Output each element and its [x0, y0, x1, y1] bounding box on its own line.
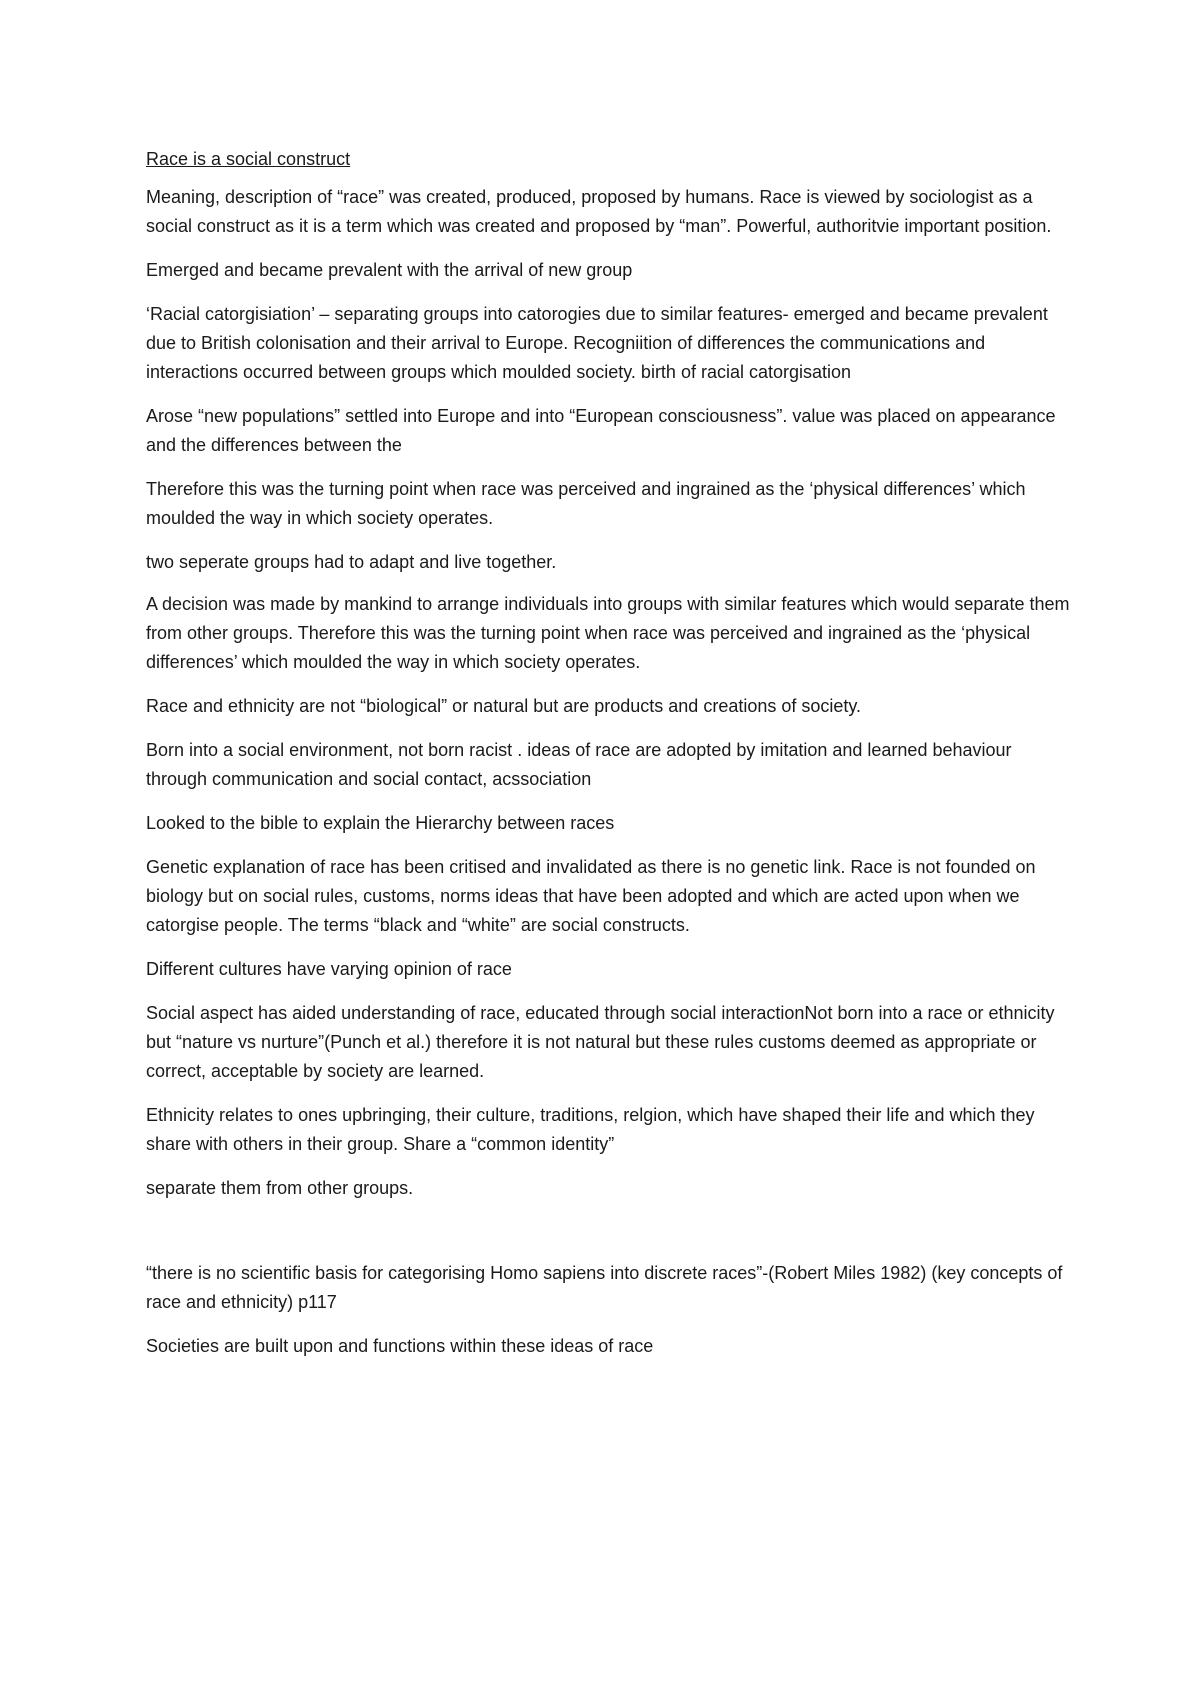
quote-paragraph: “there is no scientific basis for categorising Homo sapiens into discrete races”-(Robert Miles 1982) (key concepts of race and ethnicity) p117 [146, 1263, 1063, 1312]
paragraph: ‘Racial catorgisiation’ – separating groups into catorogies due to similar features- emerged and became prevalent due to British colonisation and their arrival to Europe. Recogniition of differences the communications and interactions occurred between groups which moulded society. birth of racial catorgisation [146, 304, 1048, 382]
paragraph: Born into a social environment, not born racist . ideas of race are adopted by imitation and learned behaviour through communication and social contact, acssociation [146, 740, 1012, 789]
paragraph: Genetic explanation of race has been critised and invalidated as there is no genetic link. Race is not founded on biology but on social rules, customs, norms ideas that have been adopted and which are acted upon when we catorgise people. The terms “black and “white” are social constructs. [146, 857, 1036, 935]
document-body [146, 145, 1076, 1376]
document-title: Race is a social construct [146, 149, 351, 169]
paragraph: Emerged and became prevalent with the arrival of new group [146, 260, 633, 280]
paragraph: Arose “new populations” settled into Europe and into “European consciousness”. value was placed on appearance and the differences between the [146, 406, 1056, 455]
paragraph: Societies are built upon and functions within these ideas of race [146, 1336, 654, 1356]
paragraph: Therefore this was the turning point when race was perceived and ingrained as the ‘physical differences’ which moulded the way in which society operates. [146, 479, 1026, 528]
paragraph: Different cultures have varying opinion of race [146, 959, 512, 979]
paragraph: Meaning, description of “race” was created, produced, proposed by humans. Race is viewed by sociologist as a social construct as it is a term which was created and proposed by “man”. Powerful, authoritvie important position. [146, 187, 1052, 236]
paragraph: separate them from other groups. [146, 1178, 414, 1198]
paragraph: Race and ethnicity are not “biological” or natural but are products and creations of society. [146, 696, 862, 716]
paragraph: Ethnicity relates to ones upbringing, their culture, traditions, relgion, which have shaped their life and which they share with others in their group. Share a “common identity” [146, 1105, 1035, 1154]
paragraph: two seperate groups had to adapt and live together. [146, 552, 557, 572]
paragraph: Looked to the bible to explain the Hierarchy between races [146, 813, 615, 833]
paragraph: Social aspect has aided understanding of race, educated through social interactionNot born into a race or ethnicity but “nature vs nurture”(Punch et al.) therefore it is not natural but these rules customs deemed as appropriate or correct, acceptable by society are learned. [146, 1003, 1055, 1081]
paragraph: A decision was made by mankind to arrange individuals into groups with similar features which would separate them from other groups. Therefore this was the turning point when race was perceived and ingrained as the ‘physical differences’ which moulded the way in which society operates. [146, 594, 1070, 672]
